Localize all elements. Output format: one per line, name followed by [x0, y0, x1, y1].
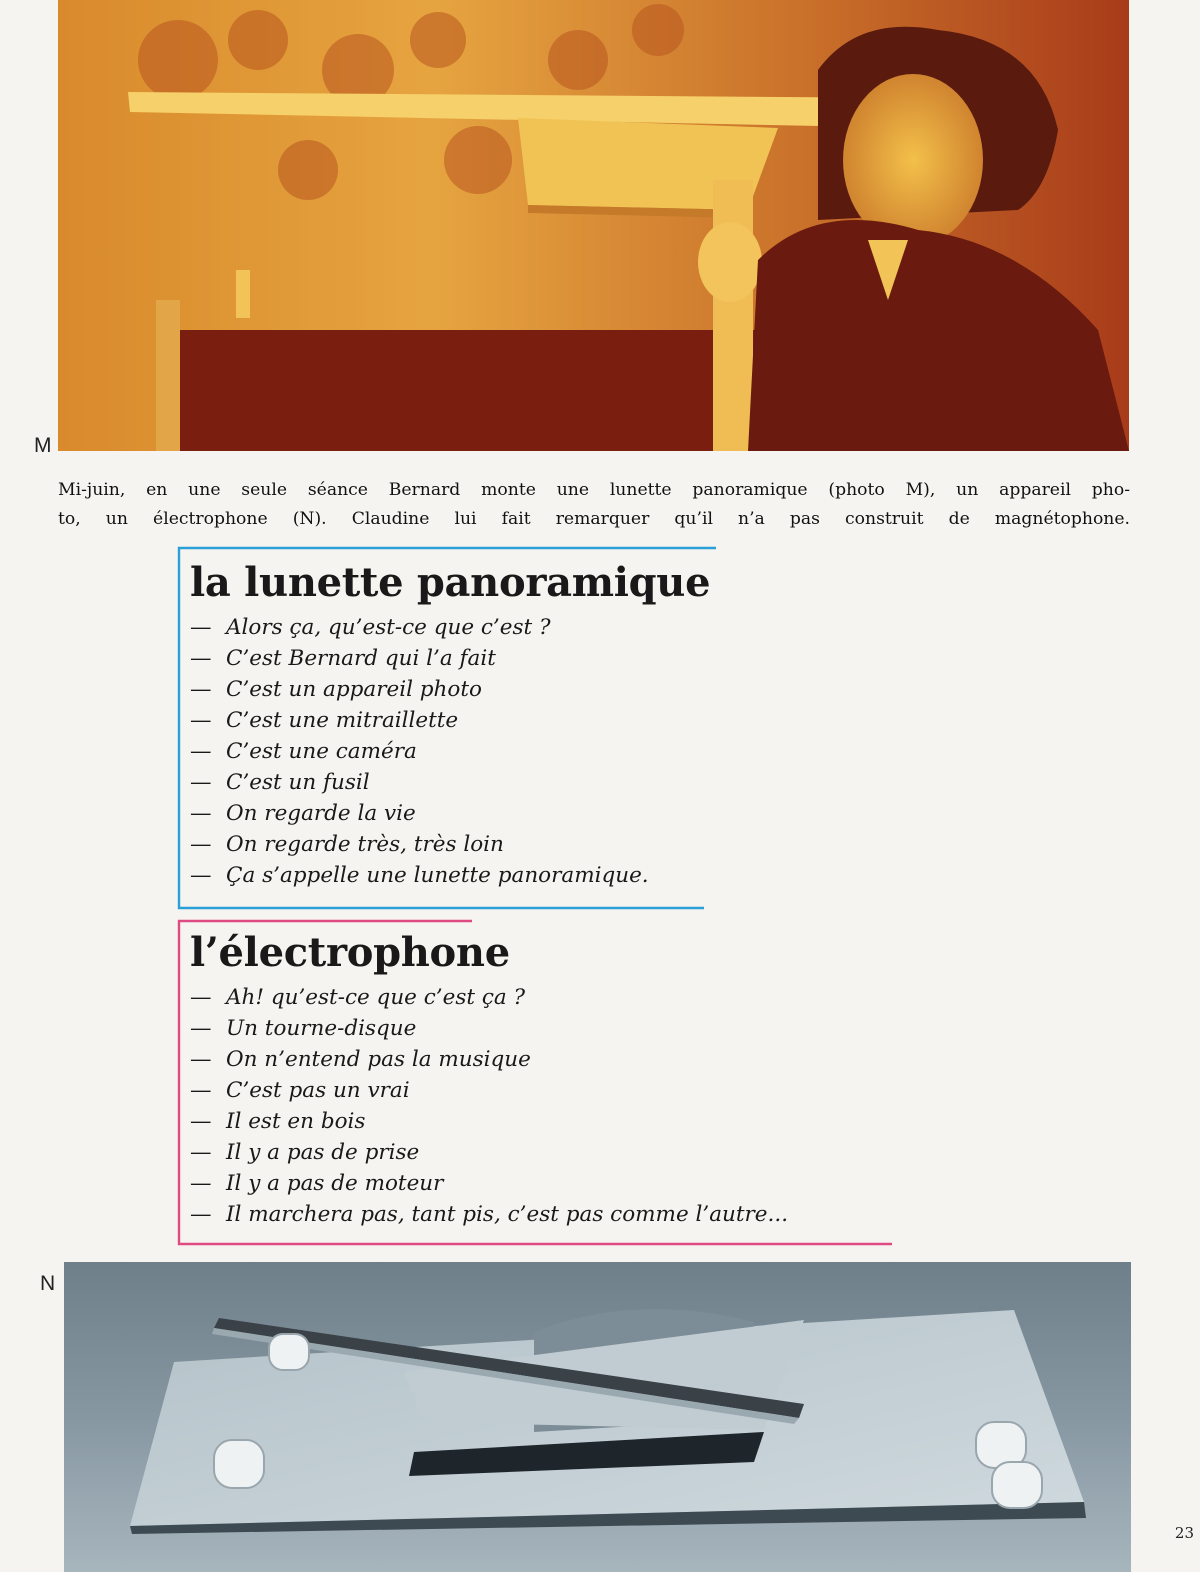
dialog-line: — Ça s’appelle une lunette panoramique. [190, 860, 710, 891]
dash: — [190, 770, 212, 795]
dash: — [190, 863, 212, 888]
section-lunette [190, 560, 710, 891]
dialog-line: — C’est pas un vrai [190, 1075, 788, 1106]
dialog-line: — C’est une caméra [190, 736, 710, 767]
dash: — [190, 1078, 212, 1103]
section-electrophone-title: l’électrophone [190, 929, 510, 976]
electrophone-dialog-list [190, 982, 788, 1230]
dash: — [190, 1202, 212, 1227]
dash: — [190, 1171, 212, 1196]
dialog-line: — Alors ça, qu’est-ce que c’est ? [190, 612, 710, 643]
dialog-line: — Un tourne-disque [190, 1013, 788, 1044]
photo-m-child-with-lunette [58, 0, 1129, 451]
dash: — [190, 1016, 212, 1041]
dash: — [190, 739, 212, 764]
dash: — [190, 801, 212, 826]
section-lunette-title: la lunette panoramique [190, 559, 711, 606]
dialog-line: — C’est un fusil [190, 767, 710, 798]
dialog-line: — Il est en bois [190, 1106, 788, 1137]
dialog-line: — C’est un appareil photo [190, 674, 710, 705]
dash: — [190, 985, 212, 1010]
page-number: 23 [1174, 1524, 1194, 1542]
photo-m-image [58, 0, 1129, 451]
dialog-line: — On regarde la vie [190, 798, 710, 829]
photo-n-image [64, 1262, 1131, 1572]
lunette-dialog-list [190, 612, 710, 891]
photo-n-wooden-record-player [64, 1262, 1131, 1572]
dialog-line: — Il y a pas de moteur [190, 1168, 788, 1199]
dialog-line: — C’est une mitraillette [190, 705, 710, 736]
dialog-line: — On regarde très, très loin [190, 829, 710, 860]
dash: — [190, 1140, 212, 1165]
section-electrophone [190, 930, 788, 1230]
dash: — [190, 832, 212, 857]
dash: — [190, 615, 212, 640]
dialog-line: — Ah! qu’est-ce que c’est ça ? [190, 982, 788, 1013]
dialog-line: — C’est Bernard qui l’a fait [190, 643, 710, 674]
dash: — [190, 646, 212, 671]
dash: — [190, 1047, 212, 1072]
dash: — [190, 1109, 212, 1134]
dash: — [190, 708, 212, 733]
photo-n-label: N [40, 1272, 56, 1295]
photo-m-label: M [34, 434, 52, 457]
dialog-line: — Il marchera pas, tant pis, c’est pas comme l’autre... [190, 1199, 788, 1230]
caption [58, 476, 1130, 534]
dialog-line: — Il y a pas de prise [190, 1137, 788, 1168]
dialog-line: — On n’entend pas la musique [190, 1044, 788, 1075]
caption-line-2: to, un électrophone (N). Claudine lui fait remarquer qu’il n’a pas construit de magnétophone. [58, 509, 1130, 529]
dash: — [190, 677, 212, 702]
caption-line-1: Mi-juin, en une seule séance Bernard monte une lunette panoramique (photo M), un appareil pho- [58, 480, 1130, 500]
